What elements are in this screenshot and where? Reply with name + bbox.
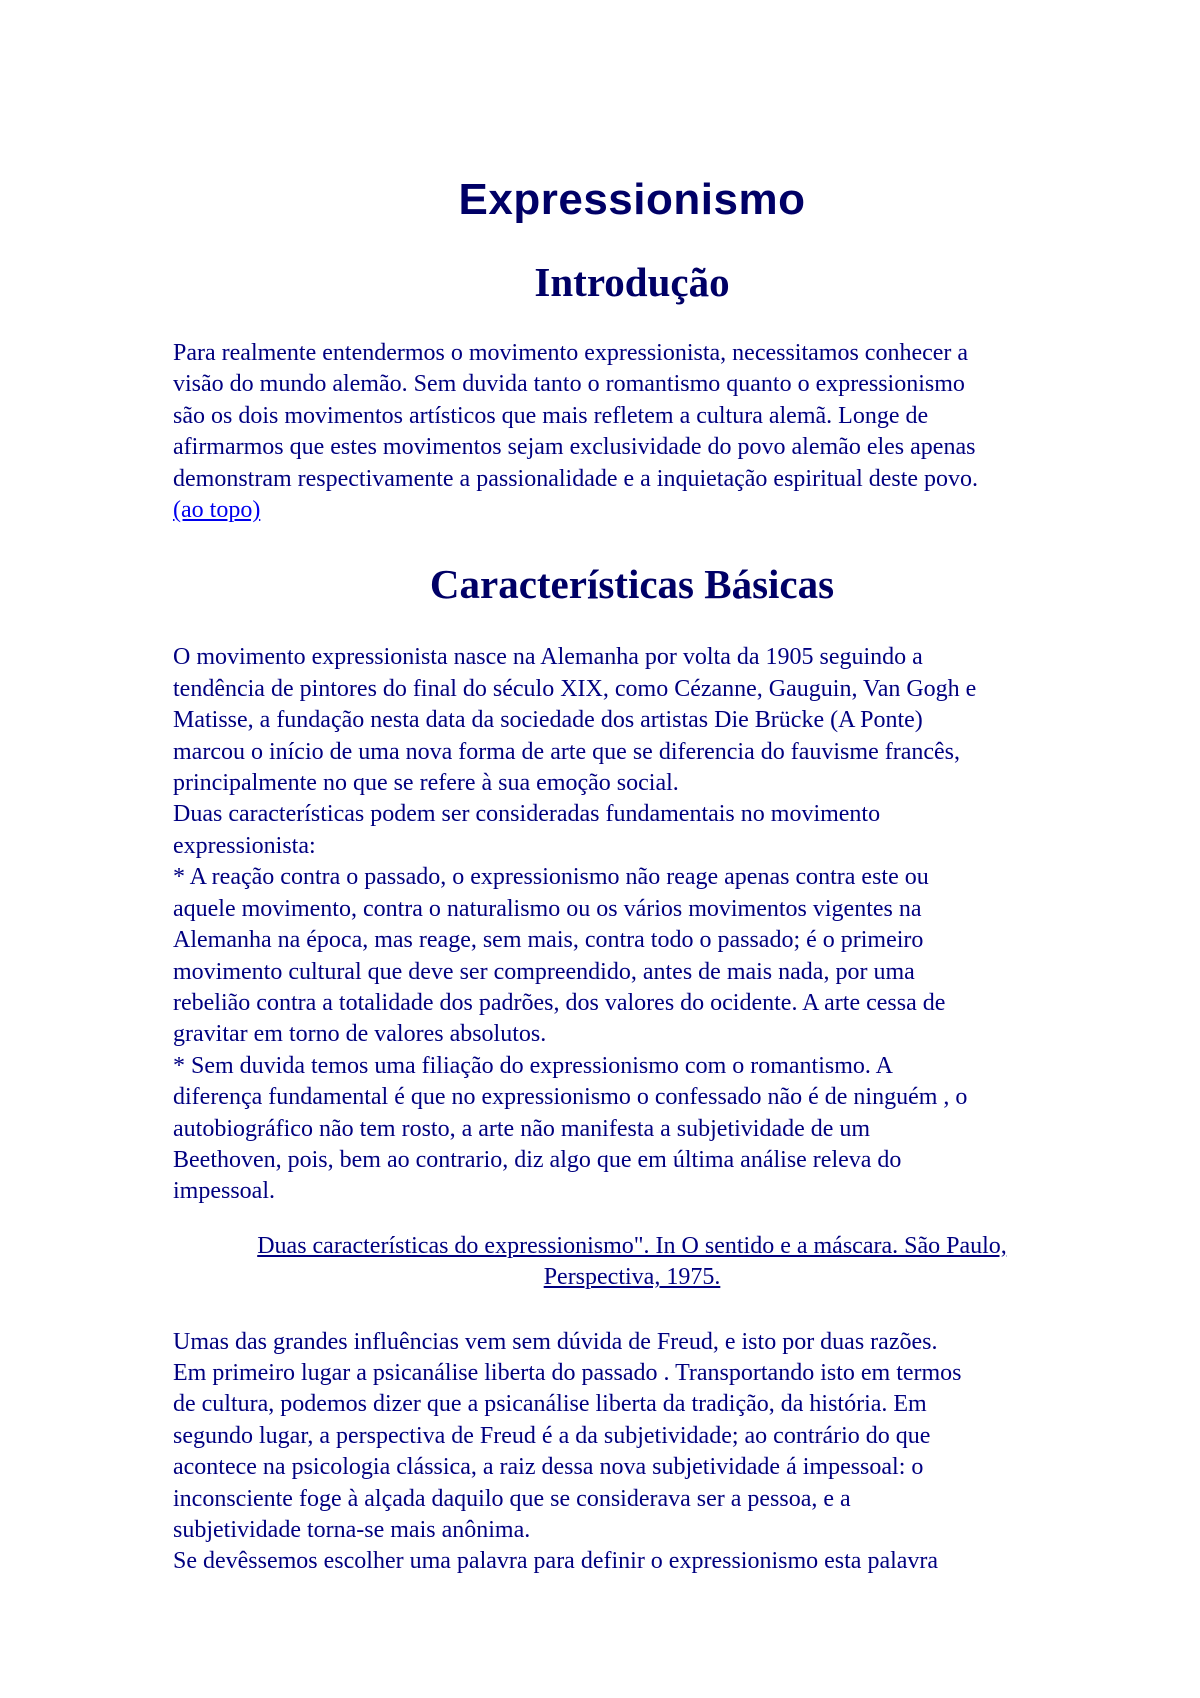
characteristics-paragraph: [173, 642, 1091, 1207]
text-line: segundo lugar, a perspectiva de Freud é a da subjetividade; ao contrário do que: [173, 1422, 931, 1449]
text-line: de cultura, podemos dizer que a psicanálise liberta da tradição, da história. Em: [173, 1391, 927, 1418]
text-line: gravitar em torno de valores absolutos.: [173, 1021, 547, 1048]
citation: [173, 1231, 1091, 1294]
text-line: marcou o início de uma nova forma de arte que se diferencia do fauvisme francês,: [173, 738, 960, 765]
page-title: Expressionismo: [458, 175, 806, 224]
text-line: aquele movimento, contra o naturalismo ou os vários movimentos vigentes na: [173, 895, 922, 922]
back-to-top-link[interactable]: (ao topo): [173, 497, 261, 524]
section-heading-caracteristicas: Características Básicas: [429, 561, 835, 608]
freud-paragraph: [173, 1327, 1091, 1578]
text-line: movimento cultural que deve ser compreendido, antes de mais nada, por uma: [173, 958, 915, 985]
text-line: afirmarmos que estes movimentos sejam exclusividade do povo alemão eles apenas: [173, 434, 976, 461]
text-line: são os dois movimentos artísticos que mais refletem a cultura alemã. Longe de: [173, 402, 929, 429]
text-line: Para realmente entendermos o movimento expressionista, necessitamos conhecer a: [173, 340, 969, 366]
text-line: Duas características podem ser consideradas fundamentais no movimento: [173, 801, 881, 828]
text-line: * Sem duvida temos uma filiação do expressionismo com o romantismo. A: [173, 1052, 893, 1079]
citation-line: Duas características do expressionismo". In O sentido e a máscara. São Paulo,: [257, 1232, 1007, 1259]
text-line: acontece na psicologia clássica, a raiz dessa nova subjetividade á impessoal: o: [173, 1454, 924, 1481]
text-line: O movimento expressionista nasce na Alemanha por volta da 1905 seguindo a: [173, 644, 923, 671]
text-line: diferença fundamental é que no expressionismo o confessado não é de ninguém , o: [173, 1084, 968, 1111]
back-to-top-line: [173, 495, 1091, 526]
text-line: impessoal.: [173, 1178, 275, 1205]
text-line: inconsciente foge à alçada daquilo que se considerava ser a pessoa, e a: [173, 1485, 851, 1512]
section-heading-introducao: Introdução: [534, 259, 730, 305]
text-line: Em primeiro lugar a psicanálise liberta do passado . Transportando isto em termos: [173, 1359, 962, 1386]
text-line: Matisse, a fundação nesta data da sociedade dos artistas Die Brücke (A Ponte): [173, 707, 923, 734]
text-line: Alemanha na época, mas reage, sem mais, contra todo o passado; é o primeiro: [173, 927, 924, 954]
text-line: autobiográfico não tem rosto, a arte não manifesta a subjetividade de um: [173, 1115, 871, 1142]
text-line: tendência de pintores do final do século XIX, como Cézanne, Gauguin, Van Gogh e: [173, 675, 977, 702]
citation-line: Perspectiva, 1975.: [543, 1264, 721, 1291]
text-line: * A reação contra o passado, o expressionismo não reage apenas contra este ou: [173, 864, 929, 891]
text-line: demonstram respectivamente a passionalidade e a inquietação espiritual deste povo.: [173, 465, 979, 492]
text-line: principalmente no que se refere à sua emoção social.: [173, 770, 679, 797]
text-line: rebelião contra a totalidade dos padrões, dos valores do ocidente. A arte cessa de: [173, 989, 946, 1016]
document-content: [173, 172, 1091, 1578]
text-line: Se devêssemos escolher uma palavra para definir o expressionismo esta palavra: [173, 1548, 939, 1575]
text-line: visão do mundo alemão. Sem duvida tanto o romantismo quanto o expressionismo: [173, 371, 965, 398]
text-line: expressionista:: [173, 832, 316, 859]
intro-paragraph: [173, 338, 1091, 526]
text-line: Beethoven, pois, bem ao contrario, diz algo que em última análise releva do: [173, 1146, 902, 1173]
text-line: Umas das grandes influências vem sem dúvida de Freud, e isto por duas razões.: [173, 1328, 938, 1355]
text-line: subjetividade torna-se mais anônima.: [173, 1517, 531, 1543]
